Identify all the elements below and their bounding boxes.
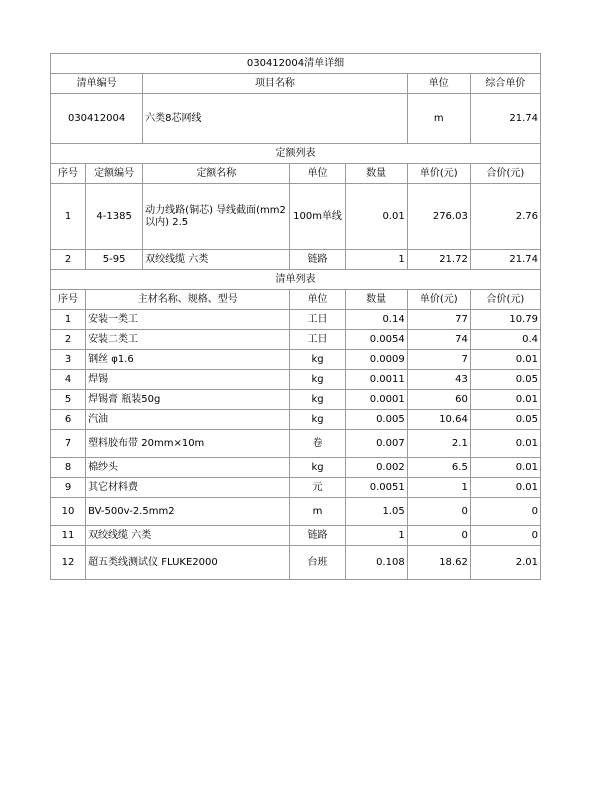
material-row bbox=[51, 478, 541, 498]
material-price: 43 bbox=[407, 370, 470, 390]
material-no: 1 bbox=[51, 310, 86, 330]
material-price: 7 bbox=[407, 350, 470, 370]
quota-price: 276.03 bbox=[407, 184, 470, 250]
material-name: 焊锡 bbox=[86, 370, 290, 390]
material-row bbox=[51, 430, 541, 458]
material-name: 棉纱头 bbox=[86, 458, 290, 478]
quota-header-qty: 数量 bbox=[345, 164, 407, 184]
sheet-title: 030412004清单详细 bbox=[51, 54, 541, 74]
material-no: 3 bbox=[51, 350, 86, 370]
material-qty: 1 bbox=[345, 526, 407, 546]
quota-header-no: 序号 bbox=[51, 164, 86, 184]
material-total: 0.05 bbox=[470, 410, 540, 430]
material-name: 汽油 bbox=[86, 410, 290, 430]
header-unit-label: 单位 bbox=[407, 74, 470, 94]
material-row bbox=[51, 546, 541, 580]
material-qty: 0.14 bbox=[345, 310, 407, 330]
material-price: 0 bbox=[407, 498, 470, 526]
quota-no: 2 bbox=[51, 250, 86, 270]
material-price: 77 bbox=[407, 310, 470, 330]
material-price: 18.62 bbox=[407, 546, 470, 580]
material-no: 7 bbox=[51, 430, 86, 458]
material-no: 12 bbox=[51, 546, 86, 580]
material-row bbox=[51, 498, 541, 526]
material-header-price: 单价(元) bbox=[407, 290, 470, 310]
bill-detail-table bbox=[50, 53, 541, 580]
material-qty: 0.108 bbox=[345, 546, 407, 580]
material-unit: kg bbox=[290, 350, 345, 370]
material-no: 11 bbox=[51, 526, 86, 546]
material-qty: 0.005 bbox=[345, 410, 407, 430]
material-row bbox=[51, 330, 541, 350]
quota-total: 2.76 bbox=[470, 184, 540, 250]
material-no: 8 bbox=[51, 458, 86, 478]
material-unit: kg bbox=[290, 390, 345, 410]
material-name: 安装二类工 bbox=[86, 330, 290, 350]
quota-unit: 链路 bbox=[290, 250, 345, 270]
quota-no: 1 bbox=[51, 184, 86, 250]
quota-header-total: 合价(元) bbox=[470, 164, 540, 184]
material-price: 6.5 bbox=[407, 458, 470, 478]
item-name: 六类8芯网线 bbox=[143, 94, 408, 144]
material-total: 10.79 bbox=[470, 310, 540, 330]
material-row bbox=[51, 370, 541, 390]
quota-name: 动力线路(铜芯) 导线截面(mm2以内) 2.5 bbox=[143, 184, 290, 250]
material-unit: kg bbox=[290, 410, 345, 430]
material-qty: 0.002 bbox=[345, 458, 407, 478]
material-unit: 工日 bbox=[290, 310, 345, 330]
material-unit: 元 bbox=[290, 478, 345, 498]
material-no: 2 bbox=[51, 330, 86, 350]
quota-total: 21.74 bbox=[470, 250, 540, 270]
material-total: 0.4 bbox=[470, 330, 540, 350]
material-name: 塑料胶布带 20mm×10m bbox=[86, 430, 290, 458]
material-header-total: 合价(元) bbox=[470, 290, 540, 310]
material-header-unit: 单位 bbox=[290, 290, 345, 310]
quota-code: 4-1385 bbox=[86, 184, 143, 250]
quota-header-unit: 单位 bbox=[290, 164, 345, 184]
material-total: 0.01 bbox=[470, 478, 540, 498]
item-code: 030412004 bbox=[51, 94, 143, 144]
material-unit: 台班 bbox=[290, 546, 345, 580]
material-qty: 0.0009 bbox=[345, 350, 407, 370]
material-name: 超五类线测试仪 FLUKE2000 bbox=[86, 546, 290, 580]
material-unit: 卷 bbox=[290, 430, 345, 458]
material-unit: kg bbox=[290, 370, 345, 390]
material-name: BV-500v-2.5mm2 bbox=[86, 498, 290, 526]
material-total: 0 bbox=[470, 498, 540, 526]
material-price: 60 bbox=[407, 390, 470, 410]
material-no: 10 bbox=[51, 498, 86, 526]
quota-row bbox=[51, 250, 541, 270]
material-qty: 0.0054 bbox=[345, 330, 407, 350]
material-header-no: 序号 bbox=[51, 290, 86, 310]
material-name: 安装一类工 bbox=[86, 310, 290, 330]
material-no: 9 bbox=[51, 478, 86, 498]
material-qty: 0.007 bbox=[345, 430, 407, 458]
material-no: 5 bbox=[51, 390, 86, 410]
material-price: 74 bbox=[407, 330, 470, 350]
quota-header-price: 单价(元) bbox=[407, 164, 470, 184]
material-row bbox=[51, 526, 541, 546]
material-price: 1 bbox=[407, 478, 470, 498]
quota-qty: 0.01 bbox=[345, 184, 407, 250]
material-qty: 0.0051 bbox=[345, 478, 407, 498]
material-total: 0.01 bbox=[470, 390, 540, 410]
item-unit: m bbox=[407, 94, 470, 144]
quota-row bbox=[51, 184, 541, 250]
header-code-label: 清单编号 bbox=[51, 74, 143, 94]
material-total: 0.01 bbox=[470, 350, 540, 370]
material-row bbox=[51, 350, 541, 370]
material-name: 焊锡膏 瓶装50g bbox=[86, 390, 290, 410]
material-price: 0 bbox=[407, 526, 470, 546]
material-row bbox=[51, 310, 541, 330]
material-total: 0.01 bbox=[470, 430, 540, 458]
material-row bbox=[51, 390, 541, 410]
material-total: 0.01 bbox=[470, 458, 540, 478]
material-rows bbox=[51, 310, 541, 580]
material-total: 0 bbox=[470, 526, 540, 546]
quota-section-title: 定额列表 bbox=[51, 144, 541, 164]
material-header-name: 主材名称、规格、型号 bbox=[86, 290, 290, 310]
material-no: 6 bbox=[51, 410, 86, 430]
material-price: 2.1 bbox=[407, 430, 470, 458]
material-row bbox=[51, 458, 541, 478]
material-header-qty: 数量 bbox=[345, 290, 407, 310]
quota-qty: 1 bbox=[345, 250, 407, 270]
quota-header-code: 定额编号 bbox=[86, 164, 143, 184]
header-price-label: 综合单价 bbox=[470, 74, 540, 94]
material-unit: 链路 bbox=[290, 526, 345, 546]
material-qty: 0.0011 bbox=[345, 370, 407, 390]
material-name: 其它材料费 bbox=[86, 478, 290, 498]
header-name-label: 项目名称 bbox=[143, 74, 408, 94]
material-unit: kg bbox=[290, 458, 345, 478]
material-section-title: 清单列表 bbox=[51, 270, 541, 290]
material-unit: m bbox=[290, 498, 345, 526]
item-price: 21.74 bbox=[470, 94, 540, 144]
material-name: 钢丝 φ1.6 bbox=[86, 350, 290, 370]
material-total: 2.01 bbox=[470, 546, 540, 580]
material-qty: 0.0001 bbox=[345, 390, 407, 410]
quota-name: 双绞线缆 六类 bbox=[143, 250, 290, 270]
material-row bbox=[51, 410, 541, 430]
material-qty: 1.05 bbox=[345, 498, 407, 526]
material-unit: 工日 bbox=[290, 330, 345, 350]
material-total: 0.05 bbox=[470, 370, 540, 390]
material-price: 10.64 bbox=[407, 410, 470, 430]
quota-header-name: 定额名称 bbox=[143, 164, 290, 184]
material-no: 4 bbox=[51, 370, 86, 390]
quota-unit: 100m单线 bbox=[290, 184, 345, 250]
quota-code: 5-95 bbox=[86, 250, 143, 270]
quota-price: 21.72 bbox=[407, 250, 470, 270]
material-name: 双绞线缆 六类 bbox=[86, 526, 290, 546]
